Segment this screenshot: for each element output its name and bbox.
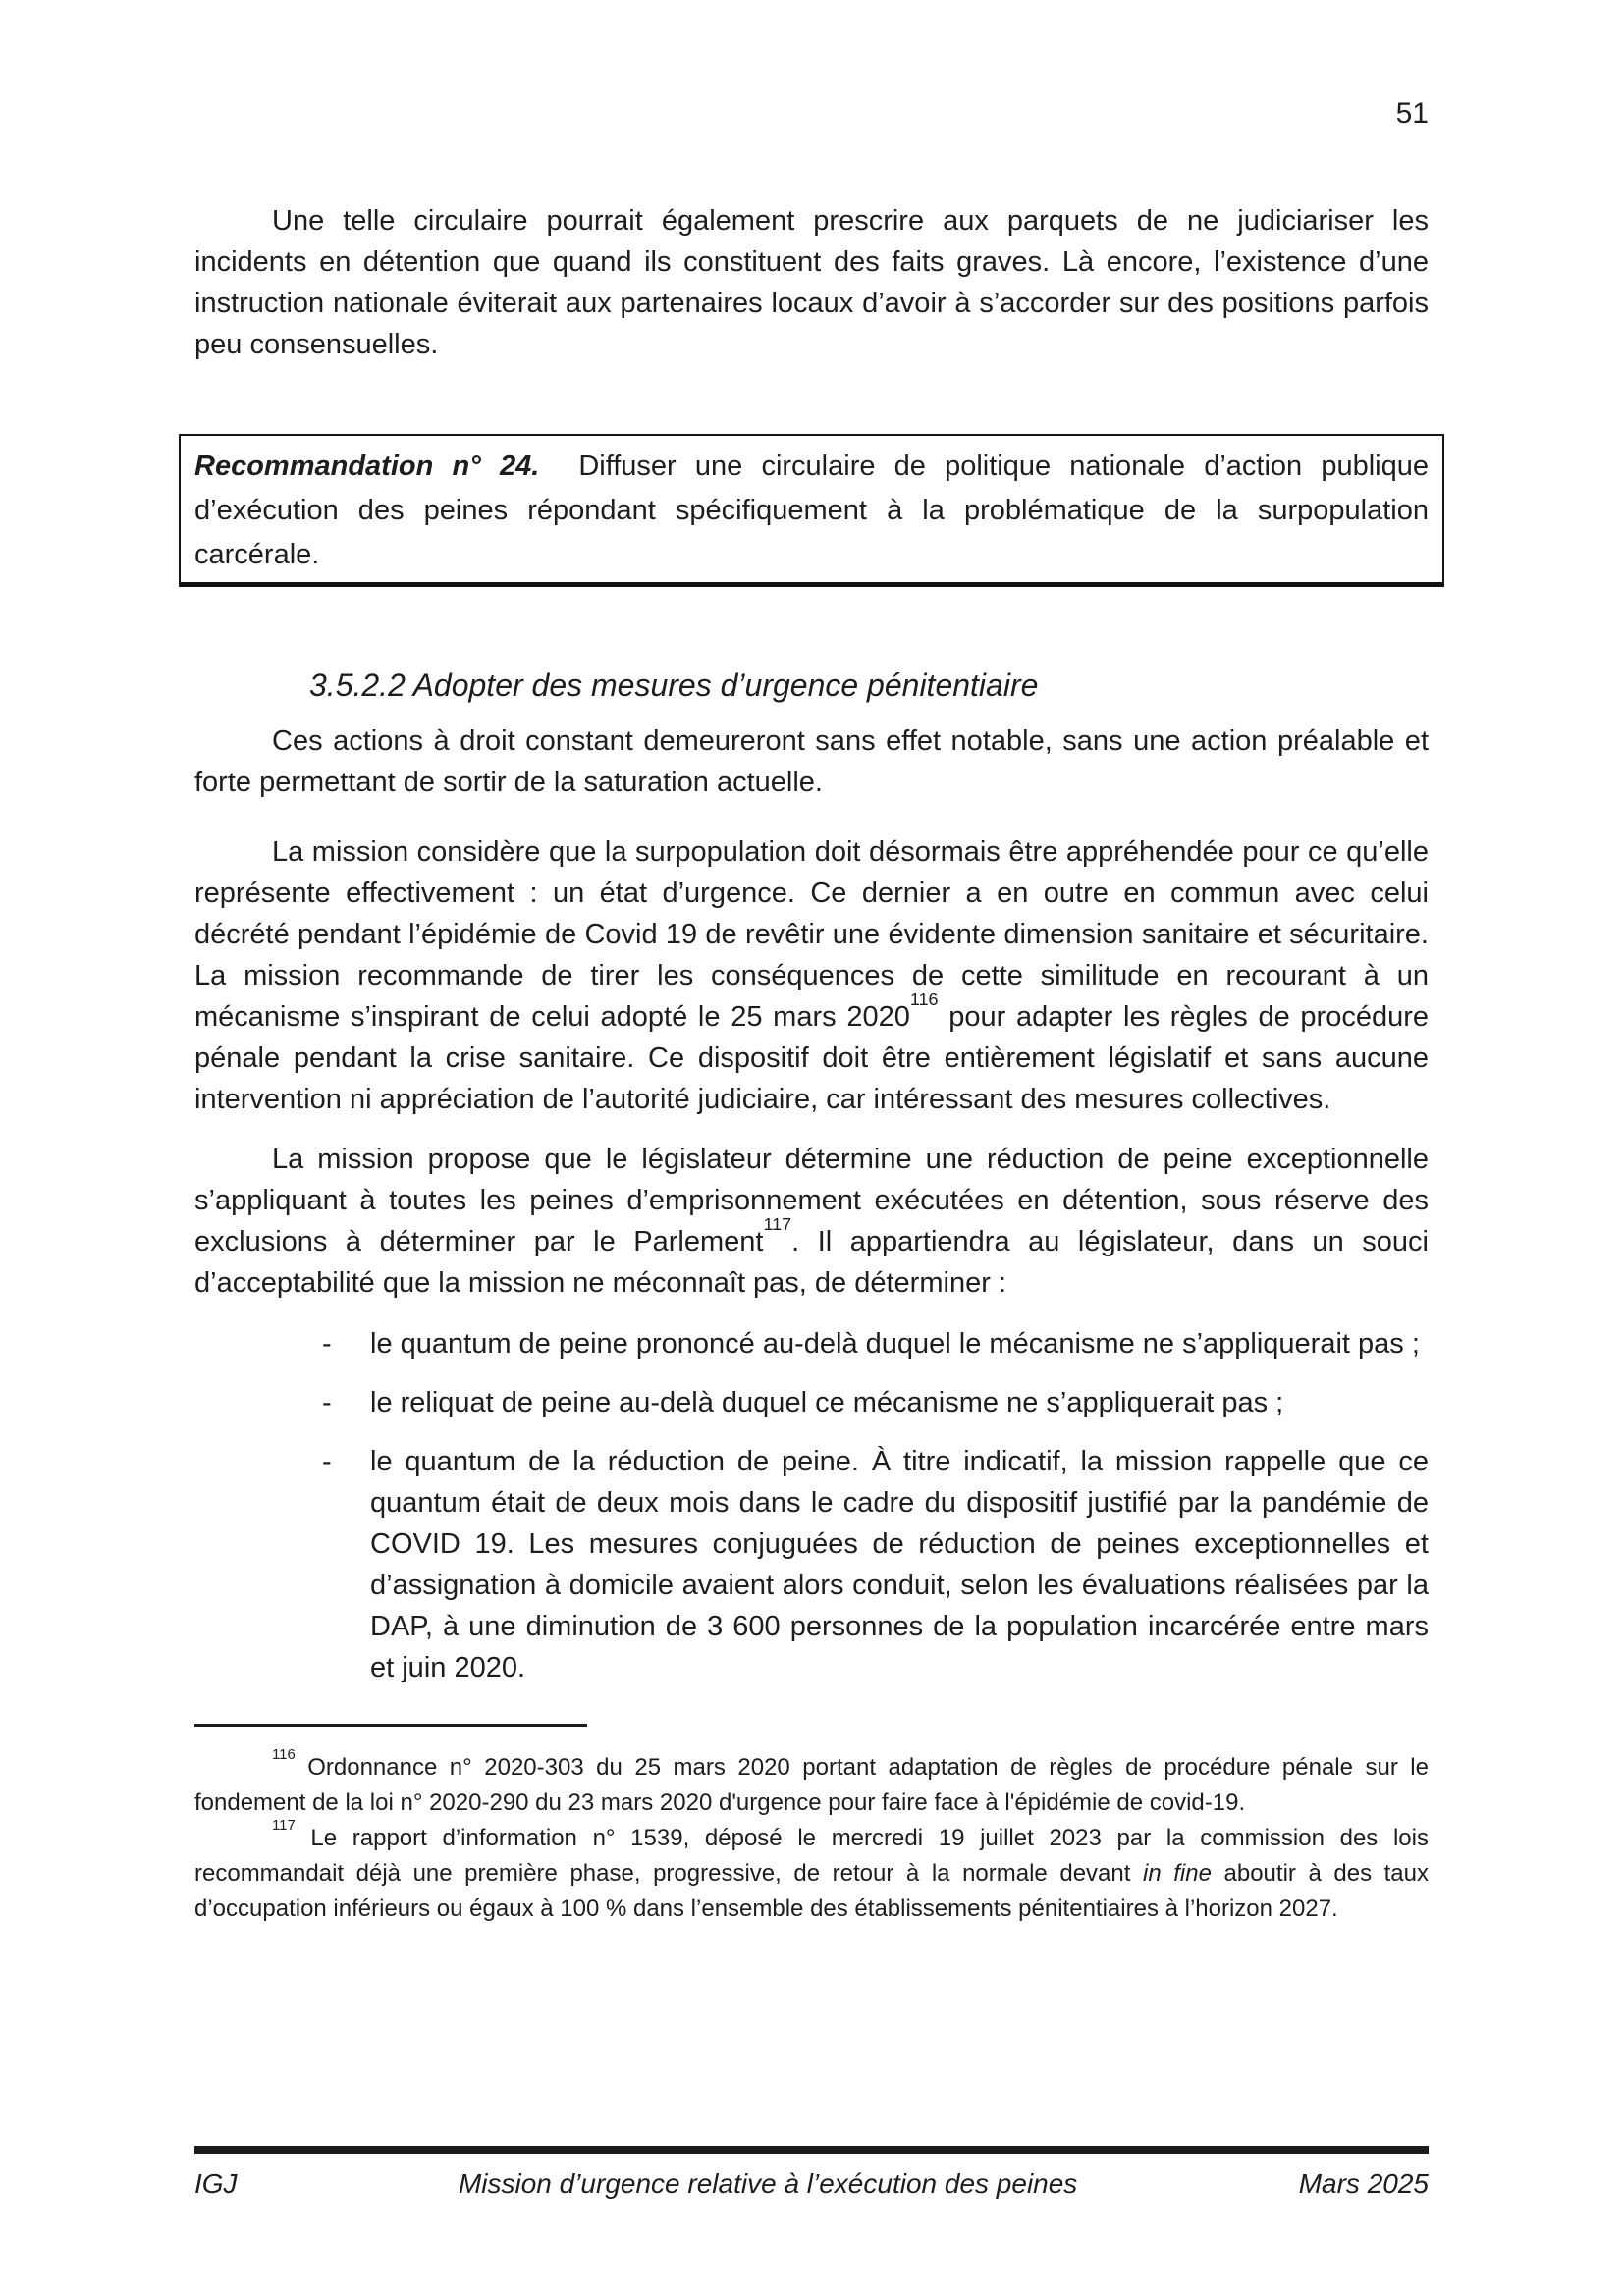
list-item-text: le quantum de peine prononcé au-delà duquel le mécanisme ne s’appliquerait pas ; (370, 1328, 1420, 1360)
recommendation-box (179, 434, 1444, 587)
list-item (322, 1441, 1429, 1688)
footer-date: Mars 2025 (1298, 2168, 1429, 2199)
footnotes-section (194, 1746, 1430, 1927)
page-footer (194, 2146, 1429, 2201)
footer-row (194, 2167, 1429, 2201)
list-item (322, 1382, 1429, 1423)
page-content (194, 0, 1429, 1927)
p3-text-after: pour adapter les règles de procédure pénale pendant la crise sanitaire. Ce dispositif doit être entièrement législatif et sans aucune intervention ni appréciation de l’autorité judiciaire, car intéressant des mesures collectives. (194, 1001, 1430, 1115)
dash-marker: - (322, 1387, 332, 1418)
list-item-text: le reliquat de peine au-delà duquel ce mécanisme ne s’appliquerait pas ; (370, 1387, 1284, 1418)
paragraph-mission-propose (194, 1139, 1429, 1304)
p3-text-before: La mission considère que la surpopulation doit désormais être appréhendée pour ce qu’elle représente effectivement : un état d’urgence. Ce dernier a en outre en commun avec celui décrété pendant l’épidémie de Covid 19 de revêtir une évidente dimension sanitaire et sécuritaire. La mission recommande de tirer les conséquences de cette similitude en recourant à un mécanisme s’inspirant de celui adopté le 25 mars 2020 (194, 836, 1429, 1033)
p4-text-before: La mission propose que le législateur détermine une réduction de peine exceptionnelle s’appliquant à toutes les peines d’emprisonnement exécutées en détention, sous réserve des exclusions à déterminer par le Parlement (194, 1144, 1429, 1257)
recommendation-label: Recommandation n° 24. (194, 451, 540, 482)
p4-text-after: . Il appartiendra au législateur, dans un souci d’acceptabilité que la mission ne méconnaît pas, de déterminer : (194, 1226, 1429, 1299)
footnote-ref-117: 117 (763, 1214, 792, 1235)
footnote-separator-rule (194, 1724, 587, 1727)
footnote-117-number: 117 (272, 1817, 296, 1834)
dash-list (194, 1323, 1429, 1688)
dash-marker: - (322, 1446, 332, 1477)
top-margin (194, 0, 1429, 200)
footnote-117-text-after: aboutir à des taux d’occupation inférieurs ou égaux à 100 % dans l’ensemble des établissements pénitentiaires à l’horizon 2027. (194, 1860, 1430, 1922)
section-heading-3-5-2-2: 3.5.2.2 Adopter des mesures d’urgence pénitentiaire (309, 667, 1039, 703)
footnote-ref-116: 116 (909, 989, 939, 1010)
paragraph-mission-considere (194, 831, 1429, 1120)
paragraph-actions: Ces actions à droit constant demeureront sans effet notable, sans une action préalable et forte permettant de sortir de la saturation actuelle. (194, 725, 1429, 798)
footnote-116 (194, 1746, 1429, 1821)
recommendation-text (194, 445, 1429, 577)
list-item-text: le quantum de la réduction de peine. À titre indicatif, la mission rappelle que ce quantum était de deux mois dans le cadre du dispositif justifié par la pandémie de COVID 19. Les mesures conjuguées de réduction de peines exceptionnelles et d’assignation à domicile avaient alors conduit, selon les évaluations réalisées par la DAP, à une diminution de 3 600 personnes de la population incarcérée entre mars et juin 2020. (370, 1446, 1429, 1683)
footnote-116-text: Ordonnance n° 2020-303 du 25 mars 2020 portant adaptation de règles de procédure pénale sur le fondement de la loi n° 2020-290 du 23 mars 2020 d'urgence pour faire face à l'épidémie de covid-19. (194, 1754, 1429, 1816)
list-item (322, 1323, 1429, 1364)
footer-rule (194, 2146, 1429, 2154)
footnote-117-text-before: Le rapport d’information n° 1539, déposé le mercredi 19 juillet 2023 par la commission des lois recommandait déjà une première phase, progressive, de retour à la normale devant (194, 1825, 1429, 1887)
paragraph-circulaire: Une telle circulaire pourrait également prescrire aux parquets de ne judiciariser les incidents en détention que quand ils constituent des faits graves. Là encore, l’existence d’une instruction nationale éviterait aux partenaires locaux d’avoir à s’accorder sur des positions parfois peu consensuelles. (194, 205, 1429, 360)
recommendation-body: Diffuser une circulaire de politique nationale d’action publique d’exécution des peines répondant spécifiquement à la problématique de la surpopulation carcérale. (194, 451, 1429, 570)
page-number: 51 (1395, 97, 1429, 130)
dash-marker: - (322, 1328, 332, 1360)
footer-title: Mission d’urgence relative à l’exécution des peines (458, 2168, 1078, 2199)
footer-org: IGJ (194, 2168, 238, 2199)
footnote-117-italic-phrase: in fine (1142, 1860, 1212, 1887)
footnote-116-number: 116 (272, 1746, 296, 1763)
footnote-117 (194, 1817, 1430, 1927)
